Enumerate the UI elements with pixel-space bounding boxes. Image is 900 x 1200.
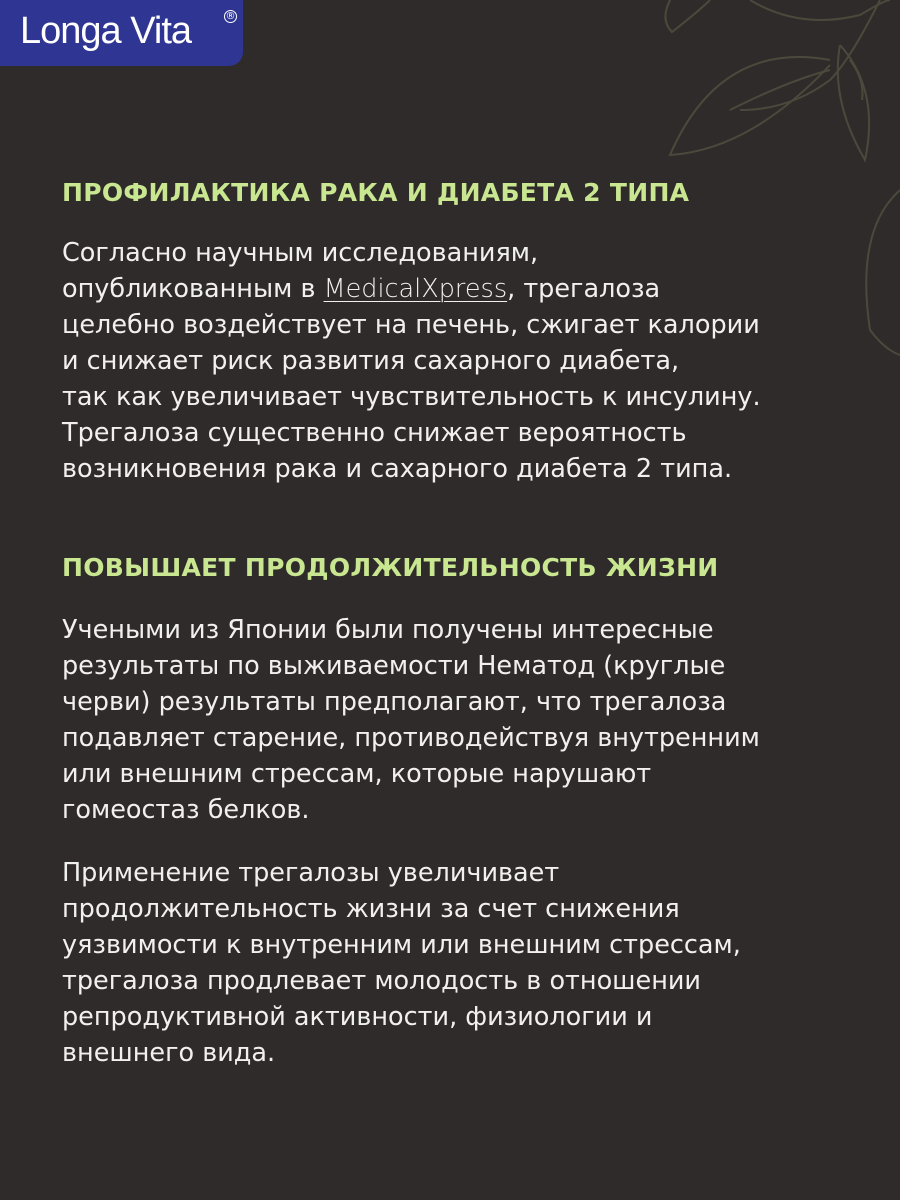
section-body-cancer-diabetes xyxy=(62,235,761,487)
medicalxpress-link[interactable]: MedicalXpress xyxy=(323,274,508,304)
body-text: , трегалоза xyxy=(507,274,661,304)
longevity-paragraph-2: Применение трегалозы увеличивает продолжительность жизни за счет снижения уязвимости к внутренним или внешним стрессам, трегалоза продлевает молодость в отношении репродуктивной активности, физиологии и внешнего вида. xyxy=(62,858,741,1068)
logo-text: Longa Vita xyxy=(20,10,192,52)
section-heading-longevity: ПОВЫШАЕТ ПРОДОЛЖИТЕЛЬНОСТЬ ЖИЗНИ xyxy=(62,553,719,582)
longevity-paragraph-1: Учеными из Японии были получены интересные результаты по выживаемости Нематод (круглые черви) результаты предполагают, что трегалоза подавляет старение, противодействуя внутренним или внешним стрессам, которые нарушают гомеостаз белков. xyxy=(62,615,760,825)
body-text: целебно воздействует на печень, сжигает калории и снижает риск развития сахарного диабета, так как увеличивает чувствительность к инсулину. Трегалоза существенно снижает вероятность возникновения рака и сахарного диабета 2 типа. xyxy=(62,310,761,484)
longa-vita-logo xyxy=(0,0,243,66)
body-line: Согласно научным исследованиям, xyxy=(62,238,539,268)
body-text: опубликованным в xyxy=(62,274,324,304)
section-heading-cancer-diabetes: ПРОФИЛАКТИКА РАКА И ДИАБЕТА 2 ТИПА xyxy=(62,178,690,207)
registered-mark: ® xyxy=(225,11,236,22)
